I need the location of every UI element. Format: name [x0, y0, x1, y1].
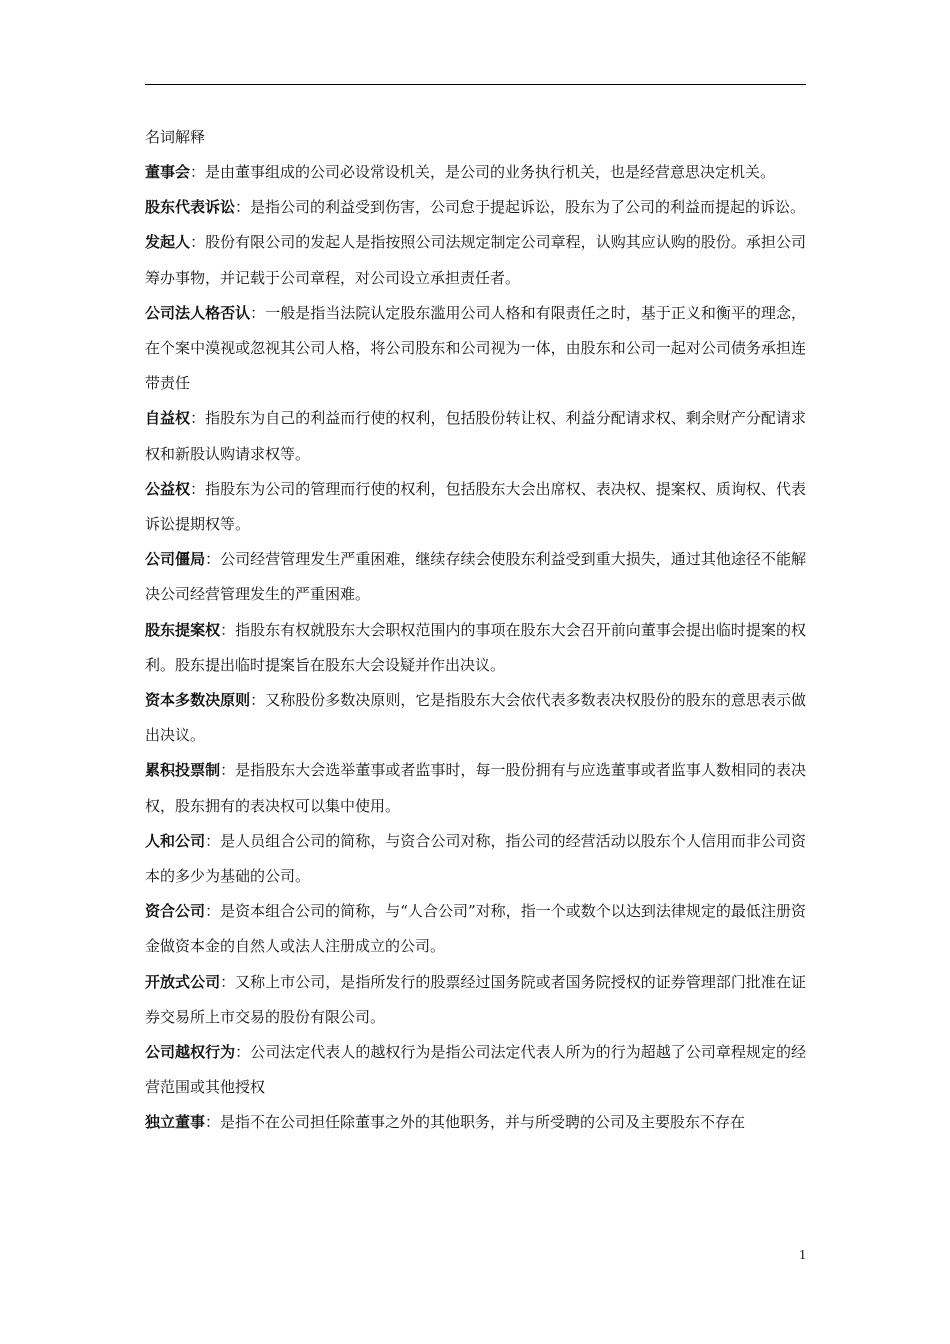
- term: 自益权: [145, 409, 191, 428]
- definition: 是人员组合公司的简称，与资合公司对称，指公司的经营活动以股东个人信用而非公司资本的多少为基础的公司。: [145, 831, 806, 886]
- term: 股东代表诉讼: [145, 198, 236, 217]
- definition-entry: [145, 613, 806, 683]
- definition: 是指不在公司担任除董事之外的其他职务，并与所受聘的公司及主要股东不存在: [220, 1113, 746, 1132]
- term-separator: ：: [205, 1113, 221, 1132]
- term: 公司越权行为: [145, 1043, 236, 1062]
- term-separator: ：: [205, 831, 221, 850]
- definition-entry: [145, 542, 806, 612]
- definition-entry: [145, 155, 806, 190]
- definition: 一般是指当法院认定股东滥用公司人格和有限责任之时，基于正义和衡平的理念，在个案中漠视或忽视其公司人格，将公司股东和公司视为一体，由股东和公司一起对公司债务承担连带责任: [145, 303, 806, 393]
- term-separator: ：: [205, 902, 221, 921]
- term: 资合公司: [145, 902, 206, 921]
- definition-entry: [145, 894, 806, 964]
- definition-entry: [145, 401, 806, 471]
- section-heading: 名词解释: [145, 128, 206, 146]
- term-separator: ：: [250, 303, 266, 322]
- term: 人和公司: [145, 831, 206, 850]
- term-separator: ：: [220, 972, 236, 991]
- term: 公司僵局: [145, 550, 206, 569]
- document-body: [145, 120, 806, 1141]
- term-separator: ：: [190, 233, 206, 252]
- term: 资本多数决原则: [145, 691, 251, 710]
- term-separator: ：: [190, 479, 206, 498]
- definition-entry: [145, 296, 806, 402]
- definition: 是指公司的利益受到伤害，公司怠于提起诉讼，股东为了公司的利益而提起的诉讼。: [250, 198, 806, 217]
- page-number: 1: [799, 1248, 806, 1263]
- term-separator: ：: [190, 163, 206, 181]
- definition: 指股东为自己的利益而行使的权利，包括股份转让权、利益分配请求权、剩余财产分配请求权和新股认购请求权等。: [145, 409, 806, 463]
- definition: 公司经营管理发生严重困难，继续存续会使股东利益受到重大损失，通过其他途径不能解决公司经营管理发生的严重困难。: [145, 550, 806, 604]
- term-separator: ：: [205, 550, 221, 569]
- definition-entry: [145, 753, 806, 823]
- definition-entry: [145, 1105, 806, 1140]
- term: 独立董事: [145, 1113, 206, 1132]
- definition: 是指股东大会选举董事或者监事时，每一股份拥有与应选董事或者监事人数相同的表决权，股东拥有的表决权可以集中使用。: [145, 761, 806, 815]
- term: 发起人: [145, 233, 191, 252]
- definition: 又称股份多数决原则，它是指股东大会依代表多数表决权股份的股东的意思表示做出决议。: [145, 691, 806, 745]
- term: 公益权: [145, 479, 191, 498]
- term-separator: ：: [220, 620, 236, 639]
- definition-entry: [145, 225, 806, 295]
- term: 股东提案权: [145, 620, 221, 639]
- definition: 是由董事组成的公司必设常设机关，是公司的业务执行机关，也是经营意思决定机关。: [205, 163, 776, 181]
- definition-entry: [145, 965, 806, 1035]
- definition-entry: [145, 190, 806, 225]
- header-rule: [145, 84, 806, 85]
- term: 董事会: [145, 163, 191, 181]
- definition: 又称上市公司，是指所发行的股票经过国务院或者国务院授权的证券管理部门批准在证券交易所上市交易的股份有限公司。: [145, 972, 806, 1026]
- term-separator: ：: [250, 691, 266, 710]
- term-separator: ：: [235, 1043, 251, 1062]
- term: 累积投票制: [145, 761, 221, 780]
- definition-entry: [145, 824, 806, 894]
- definition: 是资本组合公司的简称，与“人合公司”对称，指一个或数个以达到法律规定的最低注册资金做资本金的自然人或法人注册成立的公司。: [145, 902, 806, 956]
- definition: 公司法定代表人的越权行为是指公司法定代表人所为的行为超越了公司章程规定的经营范围或其他授权: [145, 1043, 806, 1097]
- definition: 指股东有权就股东大会职权范围内的事项在股东大会召开前向董事会提出临时提案的权利。股东提出临时提案旨在股东大会设疑并作出决议。: [145, 620, 806, 674]
- term: 开放式公司: [145, 972, 221, 991]
- definition-entry: [145, 472, 806, 542]
- term-separator: ：: [220, 761, 236, 780]
- definition-entry: [145, 683, 806, 753]
- term-separator: ：: [235, 198, 251, 217]
- term: 公司法人格否认: [145, 303, 251, 322]
- definition: 股份有限公司的发起人是指按照公司法规定制定公司章程，认购其应认购的股份。承担公司筹办事物，并记载于公司章程，对公司设立承担责任者。: [145, 233, 806, 287]
- definition: 指股东为公司的管理而行使的权利，包括股东大会出席权、表决权、提案权、质询权、代表诉讼提期权等。: [145, 479, 806, 534]
- definition-entry: [145, 1035, 806, 1105]
- term-separator: ：: [190, 409, 206, 428]
